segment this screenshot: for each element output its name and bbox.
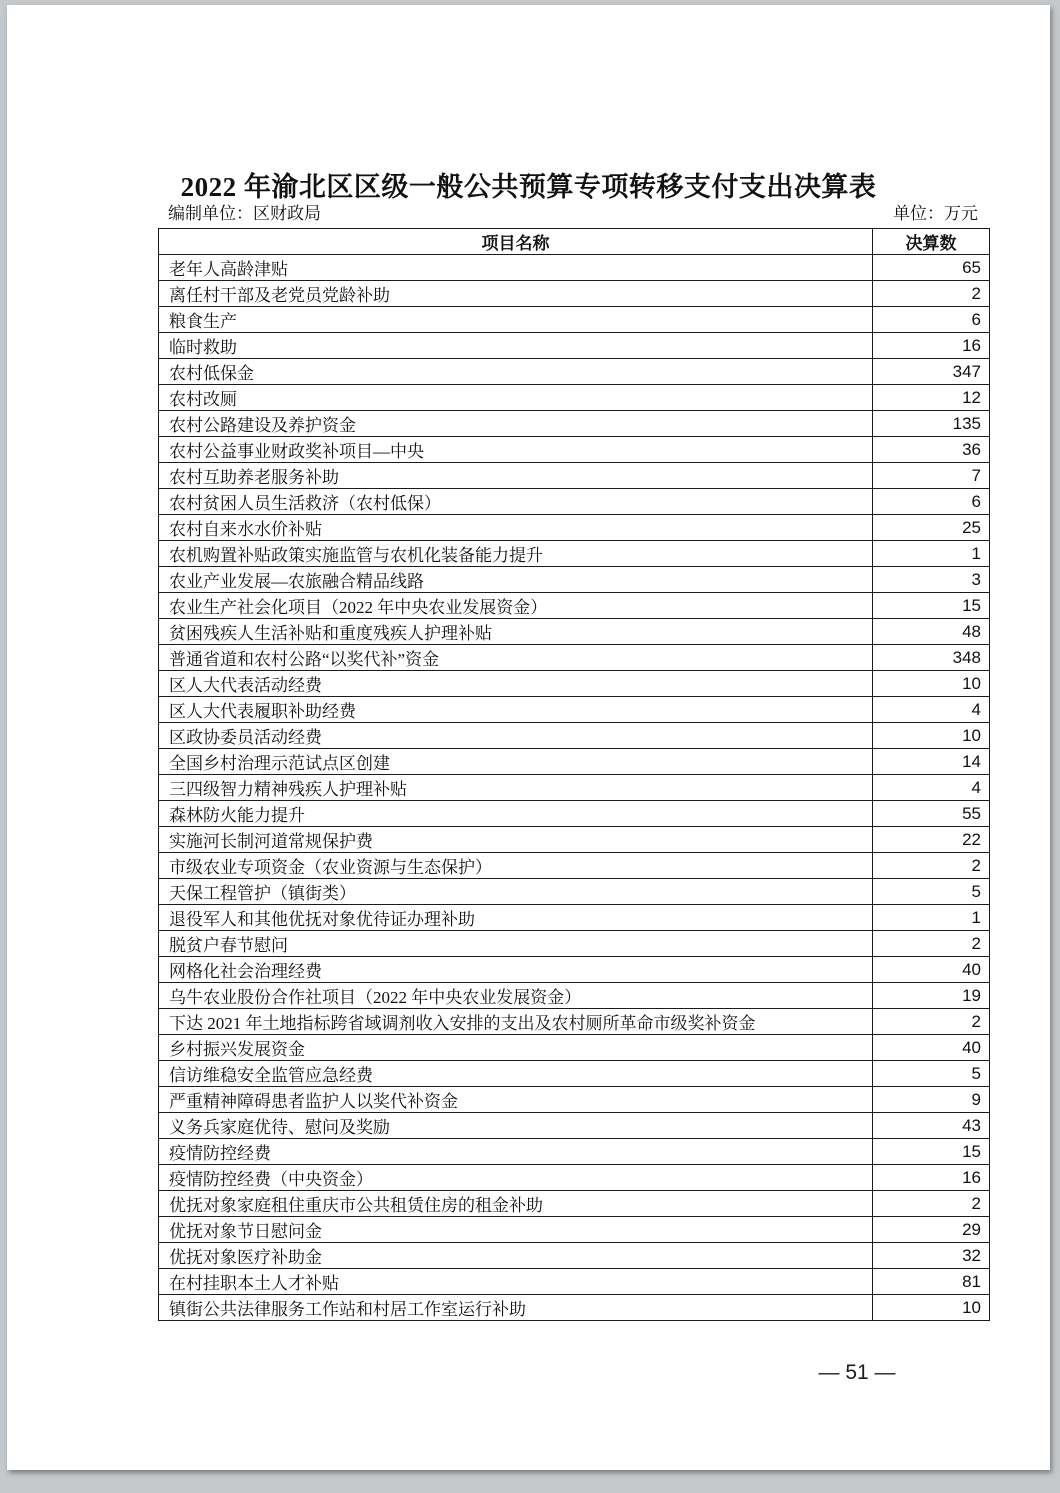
- table-row: [159, 931, 990, 957]
- project-name-cell: 老年人高龄津贴: [159, 255, 873, 281]
- table-row: [159, 411, 990, 437]
- project-name-cell: 森林防火能力提升: [159, 801, 873, 827]
- project-name-cell: 天保工程管护（镇街类）: [159, 879, 873, 905]
- final-amount-cell: 135: [873, 411, 990, 437]
- final-amount-cell: 43: [873, 1113, 990, 1139]
- project-name-cell: 区政协委员活动经费: [159, 723, 873, 749]
- project-name-cell: 下达 2021 年土地指标跨省域调剂收入安排的支出及农村厕所革命市级奖补资金: [159, 1009, 873, 1035]
- final-amount-cell: 4: [873, 775, 990, 801]
- table-row: [159, 905, 990, 931]
- final-amount-cell: 9: [873, 1087, 990, 1113]
- final-amount-cell: 15: [873, 1139, 990, 1165]
- table-row: [159, 307, 990, 333]
- project-name-cell: 贫困残疾人生活补贴和重度残疾人护理补贴: [159, 619, 873, 645]
- final-amount-cell: 40: [873, 957, 990, 983]
- final-amount-cell: 25: [873, 515, 990, 541]
- table-row: [159, 1243, 990, 1269]
- final-amount-cell: 19: [873, 983, 990, 1009]
- budget-table: [158, 228, 990, 1321]
- table-row: [159, 541, 990, 567]
- table-row: [159, 827, 990, 853]
- table-row: [159, 281, 990, 307]
- project-name-cell: 农村公路建设及养护资金: [159, 411, 873, 437]
- project-name-cell: 临时救助: [159, 333, 873, 359]
- final-amount-cell: 1: [873, 905, 990, 931]
- document-page: [7, 5, 1050, 1470]
- project-name-cell: 脱贫户春节慰问: [159, 931, 873, 957]
- project-name-cell: 农村自来水水价补贴: [159, 515, 873, 541]
- project-name-cell: 镇街公共法律服务工作站和村居工作室运行补助: [159, 1295, 873, 1321]
- project-name-cell: 农村低保金: [159, 359, 873, 385]
- project-name-cell: 在村挂职本土人才补贴: [159, 1269, 873, 1295]
- project-name-cell: 信访维稳安全监管应急经费: [159, 1061, 873, 1087]
- table-row: [159, 801, 990, 827]
- table-row: [159, 1191, 990, 1217]
- table-row: [159, 671, 990, 697]
- final-amount-cell: 2: [873, 931, 990, 957]
- table-row: [159, 359, 990, 385]
- final-amount-cell: 2: [873, 281, 990, 307]
- project-name-cell: 农村互助养老服务补助: [159, 463, 873, 489]
- final-amount-cell: 48: [873, 619, 990, 645]
- final-amount-cell: 65: [873, 255, 990, 281]
- page-number: — 51 —: [818, 1361, 896, 1384]
- final-amount-cell: 15: [873, 593, 990, 619]
- project-name-cell: 严重精神障碍患者监护人以奖代补资金: [159, 1087, 873, 1113]
- final-amount-cell: 12: [873, 385, 990, 411]
- final-amount-cell: 2: [873, 853, 990, 879]
- table-row: [159, 1113, 990, 1139]
- project-name-cell: 三四级智力精神残疾人护理补贴: [159, 775, 873, 801]
- table-row: [159, 1165, 990, 1191]
- prepared-by-label: 编制单位：区财政局: [168, 204, 321, 223]
- project-name-cell: 义务兵家庭优待、慰问及奖励: [159, 1113, 873, 1139]
- final-amount-cell: 81: [873, 1269, 990, 1295]
- final-amount-cell: 40: [873, 1035, 990, 1061]
- final-amount-cell: 2: [873, 1009, 990, 1035]
- table-row: [159, 775, 990, 801]
- final-amount-cell: 29: [873, 1217, 990, 1243]
- project-name-cell: 乌牛农业股份合作社项目（2022 年中央农业发展资金）: [159, 983, 873, 1009]
- final-amount-cell: 36: [873, 437, 990, 463]
- project-name-cell: 农村贫困人员生活救济（农村低保）: [159, 489, 873, 515]
- project-name-cell: 实施河长制河道常规保护费: [159, 827, 873, 853]
- project-name-cell: 退役军人和其他优抚对象优待证办理补助: [159, 905, 873, 931]
- table-row: [159, 853, 990, 879]
- table-row: [159, 957, 990, 983]
- table-row: [159, 515, 990, 541]
- final-amount-cell: 10: [873, 723, 990, 749]
- table-row: [159, 437, 990, 463]
- table-row: [159, 463, 990, 489]
- final-amount-cell: 348: [873, 645, 990, 671]
- meta-row: [158, 203, 989, 225]
- table-row: [159, 749, 990, 775]
- final-amount-cell: 6: [873, 489, 990, 515]
- page-title: 2022 年渝北区区级一般公共预算专项转移支付支出决算表: [180, 172, 877, 202]
- table-row: [159, 489, 990, 515]
- table-row: [159, 385, 990, 411]
- project-name-cell: 农业产业发展—农旅融合精品线路: [159, 567, 873, 593]
- final-amount-cell: 4: [873, 697, 990, 723]
- table-row: [159, 1035, 990, 1061]
- final-amount-cell: 55: [873, 801, 990, 827]
- table-row: [159, 645, 990, 671]
- final-amount-cell: 14: [873, 749, 990, 775]
- project-name-cell: 优抚对象节日慰问金: [159, 1217, 873, 1243]
- project-name-cell: 乡村振兴发展资金: [159, 1035, 873, 1061]
- final-amount-cell: 7: [873, 463, 990, 489]
- table-row: [159, 255, 990, 281]
- project-name-cell: 普通省道和农村公路“以奖代补”资金: [159, 645, 873, 671]
- final-amount-cell: 16: [873, 333, 990, 359]
- table-row: [159, 1087, 990, 1113]
- project-name-cell: 网格化社会治理经费: [159, 957, 873, 983]
- column-header-final-amount: 决算数: [873, 229, 990, 255]
- project-name-cell: 农业生产社会化项目（2022 年中央农业发展资金）: [159, 593, 873, 619]
- table-row: [159, 723, 990, 749]
- final-amount-cell: 22: [873, 827, 990, 853]
- final-amount-cell: 3: [873, 567, 990, 593]
- table-row: [159, 593, 990, 619]
- final-amount-cell: 10: [873, 1295, 990, 1321]
- table-row: [159, 333, 990, 359]
- project-name-cell: 离任村干部及老党员党龄补助: [159, 281, 873, 307]
- project-name-cell: 疫情防控经费: [159, 1139, 873, 1165]
- final-amount-cell: 1: [873, 541, 990, 567]
- final-amount-cell: 10: [873, 671, 990, 697]
- table-row: [159, 1295, 990, 1321]
- project-name-cell: 优抚对象医疗补助金: [159, 1243, 873, 1269]
- table-row: [159, 567, 990, 593]
- table-row: [159, 1009, 990, 1035]
- table-row: [159, 1269, 990, 1295]
- final-amount-cell: 16: [873, 1165, 990, 1191]
- table-row: [159, 697, 990, 723]
- final-amount-cell: 347: [873, 359, 990, 385]
- project-name-cell: 粮食生产: [159, 307, 873, 333]
- project-name-cell: 区人大代表履职补助经费: [159, 697, 873, 723]
- unit-label: 单位：万元: [893, 204, 978, 223]
- project-name-cell: 农机购置补贴政策实施监管与农机化装备能力提升: [159, 541, 873, 567]
- project-name-cell: 市级农业专项资金（农业资源与生态保护）: [159, 853, 873, 879]
- final-amount-cell: 32: [873, 1243, 990, 1269]
- project-name-cell: 农村公益事业财政奖补项目—中央: [159, 437, 873, 463]
- table-header-row: [159, 229, 990, 255]
- column-header-project-name: 项目名称: [159, 229, 873, 255]
- table-row: [159, 1139, 990, 1165]
- project-name-cell: 优抚对象家庭租住重庆市公共租赁住房的租金补助: [159, 1191, 873, 1217]
- table-row: [159, 1217, 990, 1243]
- project-name-cell: 疫情防控经费（中央资金）: [159, 1165, 873, 1191]
- final-amount-cell: 2: [873, 1191, 990, 1217]
- table-row: [159, 619, 990, 645]
- final-amount-cell: 5: [873, 879, 990, 905]
- final-amount-cell: 6: [873, 307, 990, 333]
- final-amount-cell: 5: [873, 1061, 990, 1087]
- project-name-cell: 全国乡村治理示范试点区创建: [159, 749, 873, 775]
- table-row: [159, 879, 990, 905]
- project-name-cell: 区人大代表活动经费: [159, 671, 873, 697]
- project-name-cell: 农村改厕: [159, 385, 873, 411]
- table-row: [159, 1061, 990, 1087]
- table-row: [159, 983, 990, 1009]
